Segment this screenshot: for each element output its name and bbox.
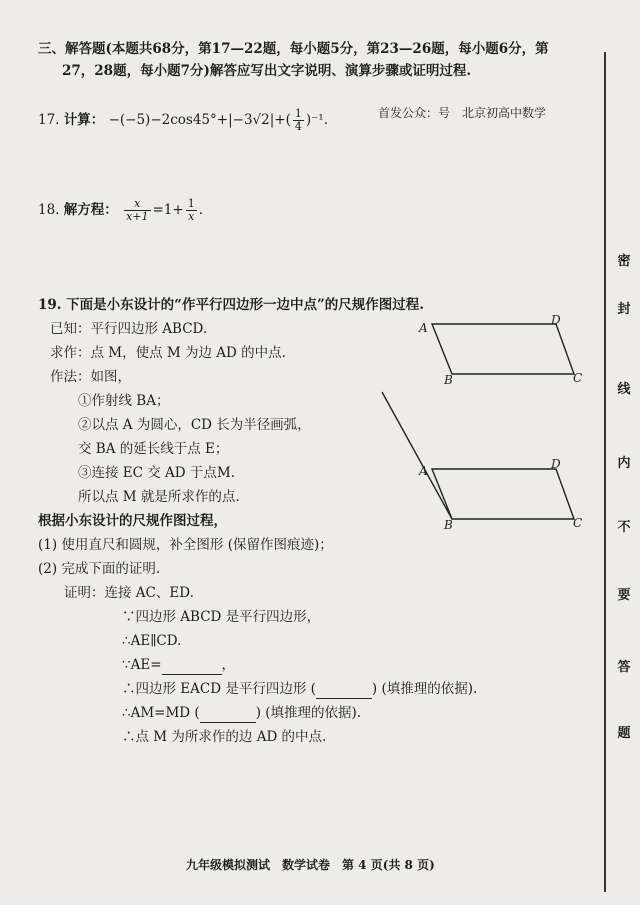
parallelogram-top — [432, 324, 574, 374]
q17-exponent: )⁻¹. — [305, 112, 329, 128]
q19-known: 已知：平行四边形 ABCD. — [50, 321, 208, 337]
q19-step2a: ②以点 A 为圆心，CD 长为半径画弧， — [78, 417, 311, 433]
q17-abs-close: | — [269, 112, 275, 128]
side-char-4: 内 — [617, 456, 631, 471]
fig-top-label-b: B — [444, 373, 453, 387]
q19-proof-intro: 证明：连接 AC、ED. — [64, 585, 194, 601]
watermark-text: 首发公众：号 北京初高中数学 — [378, 106, 547, 120]
fig-bottom-label-a: A — [419, 464, 428, 478]
q18-number: 18. — [38, 202, 60, 218]
fig-bottom-label-b: B — [444, 518, 453, 532]
q18-label: 解方程： — [63, 202, 118, 218]
ray-ba — [382, 392, 452, 519]
q19-step2b: 交 BA 的延长线于点 E； — [78, 441, 229, 457]
q19-proof3: ∵AE= ， — [122, 657, 236, 673]
section-header-line1: 三、解答题(本题共68分，第17—22题，每小题5分，第23—26题，每小题6分，第 — [38, 41, 549, 57]
q19-proof2: ∴AE∥CD. — [122, 633, 182, 649]
q19-proof6: ∴点 M 为所求作的边 AD 的中点. — [122, 729, 327, 745]
q19-title: 19. 下面是小东设计的“作平行四边形一边中点”的尺规作图过程. — [38, 297, 424, 313]
q17-expr-start: −(−5)−2cos45°+ — [108, 112, 229, 128]
parallelogram-bottom — [382, 392, 574, 519]
q19-step1: ①作射线 BA； — [78, 393, 170, 409]
q17-plus: +( — [274, 112, 291, 128]
q19-part2: (2) 完成下面的证明. — [38, 561, 161, 577]
q19-part1: (1) 使用直尺和圆规，补全图形 (保留作图痕迹)； — [38, 537, 333, 553]
q19-conclusion: 所以点 M 就是所求作的点. — [78, 489, 240, 505]
binding-line — [604, 52, 606, 892]
q19-method: 作法：如图， — [50, 369, 131, 385]
parallelogram-bottom-shape — [432, 469, 574, 519]
q19-proof1: ∵四边形 ABCD 是平行四边形， — [122, 609, 321, 625]
fig-bottom-label-d: D — [551, 457, 561, 471]
fig-top-label-c: C — [573, 371, 583, 385]
q18-end: . — [198, 202, 204, 218]
fig-top-label-a: A — [419, 321, 428, 335]
side-char-2: 封 — [617, 302, 631, 317]
side-char-3: 线 — [617, 382, 631, 397]
q17-abs-open: | — [228, 112, 233, 128]
section-header-line2: 27，28题，每小题7分)解答应写出文字说明、演算步骤或证明过程. — [62, 63, 472, 79]
side-char-6: 要 — [617, 588, 631, 603]
q18-mid: =1+ — [152, 202, 184, 218]
fig-bottom-label-c: C — [573, 516, 583, 530]
side-char-8: 题 — [617, 726, 631, 741]
q17-number: 17. — [38, 112, 60, 128]
side-char-7: 答 — [617, 660, 631, 675]
q19-prompt: 根据小东设计的尺规作图过程， — [38, 513, 227, 529]
q17-label: 计算： — [63, 112, 105, 128]
parallelogram-top-shape — [432, 324, 574, 374]
q19-step3: ③连接 EC 交 AD 于点M. — [78, 465, 236, 481]
side-char-5: 不 — [617, 520, 631, 535]
q17-abs-term: −3√2 — [232, 112, 270, 128]
q17-fraction: $\frac{1}{4}$ — [294, 107, 302, 133]
q19-proof5: ∴AM=MD ( ) (填推理的依据). — [122, 705, 362, 721]
page-footer: 九年级模拟测试 数学试卷 第 4 页(共 8 页) — [186, 858, 435, 872]
q19-goal: 求作：点 M，使点 M 为边 AD 的中点. — [50, 345, 286, 361]
fig-top-label-d: D — [551, 313, 561, 327]
q19-proof4: ∴四边形 EACD 是平行四边形 ( ) (填推理的依据). — [122, 681, 478, 697]
q18-rhs-fraction: $\frac{1}{x}$ — [187, 197, 195, 223]
side-char-1: 密 — [617, 254, 631, 269]
q18-lhs-fraction: $\frac{x}{x+1}$ — [126, 197, 149, 223]
